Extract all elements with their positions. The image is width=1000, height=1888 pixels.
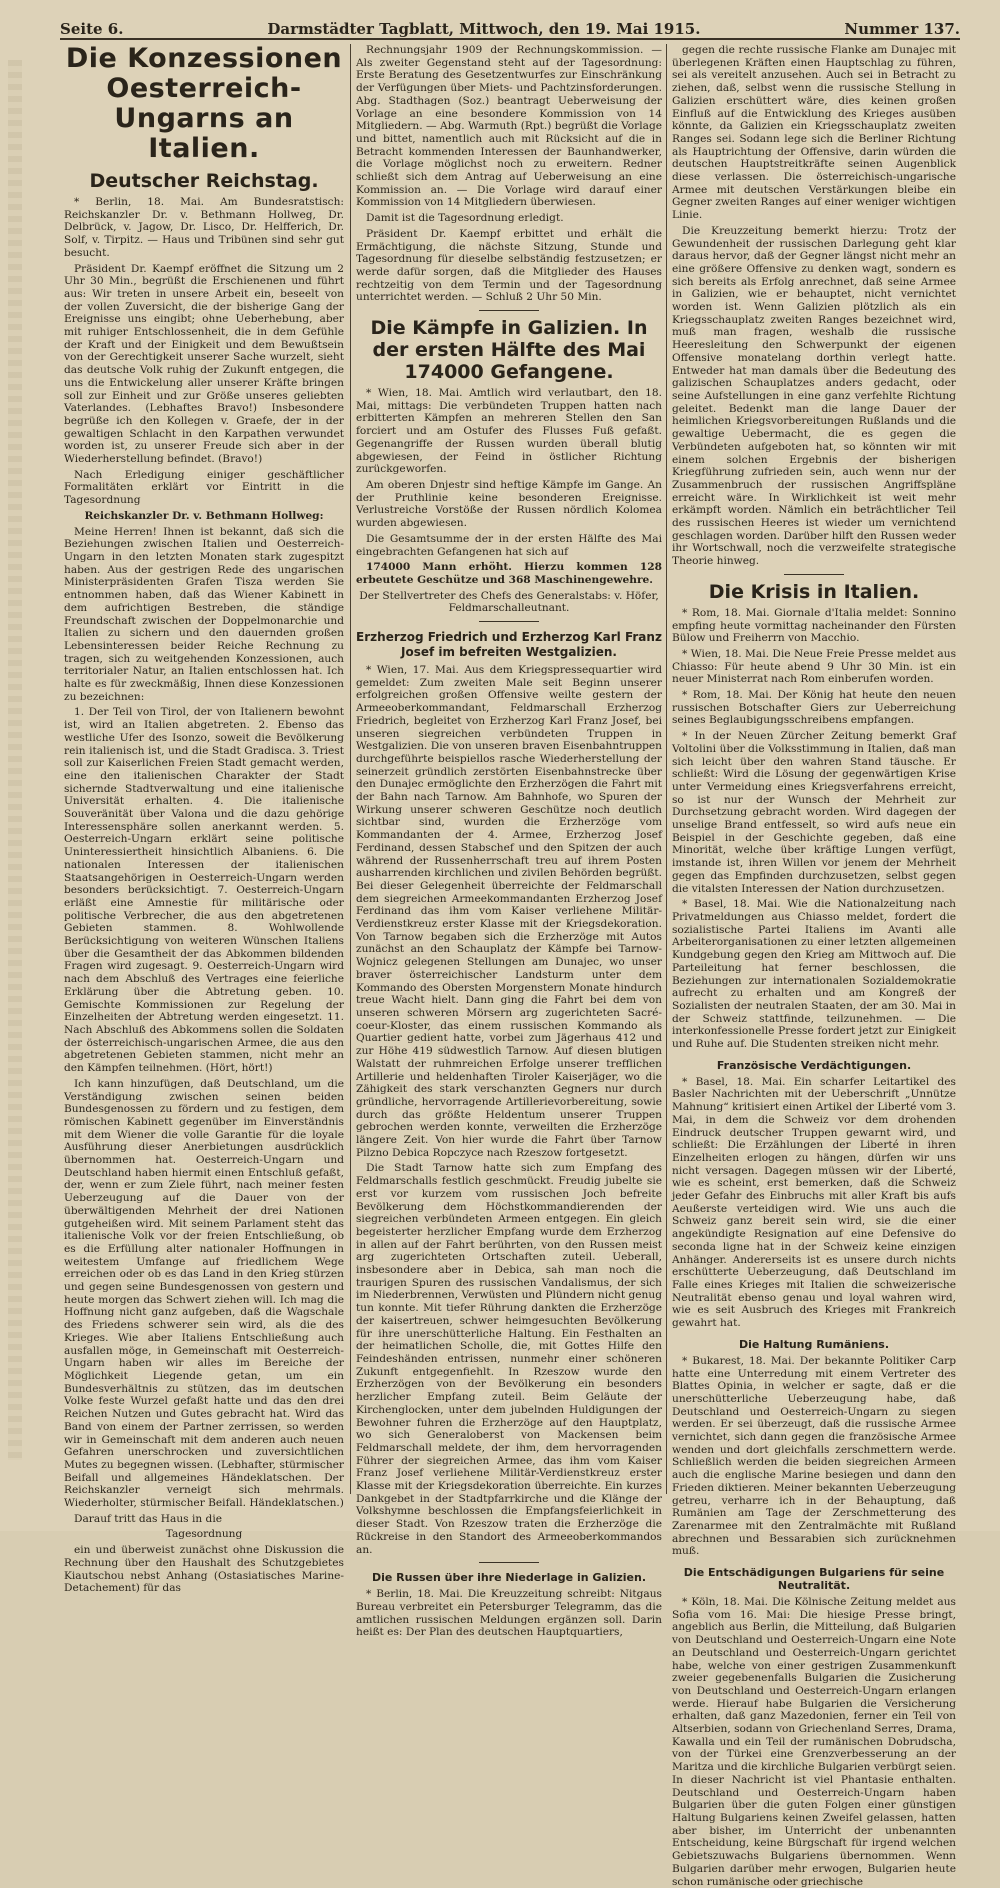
- article-paragraph: Präsident Dr. Kaempf eröffnet die Sitzung um 2 Uhr 30 Min., begrüßt die Erschienenen und führt aus: Wir treten in unsere Arbeit ein, beseelt von der vollen Zuversicht, die der bisherige Gang der Ereignisse uns eingibt; ohne Ueberhebung, aber mit ruhiger Entschlossenheit, die in dem Gefühle der Kraft und der Einigkeit und dem Bewußtsein von der Gerechtigkeit unserer Sache wurzelt, sieht das deutsche Volk ruhig der Zukunft entgegen, die uns die Entwickelung aller unserer Kräfte bringen soll zur Einheit und zur Größe unseres geliebten Vaterlandes. (Lebhaftes Bravo!) Insbesondere begrüße ich den Kollegen v. Graefe, der in der gewaltigen Schlacht in den Karpathen verwundet worden ist, zu unserer Freude sich aber in der Wiederherstellung befindet. (Bravo!): [64, 262, 344, 466]
- column-3: [672, 44, 956, 1888]
- article-paragraph: Nach Erledigung einiger geschäftlicher Formalitäten erklärt vor Eintritt in die Tagesordnung: [64, 468, 344, 507]
- separator: [479, 621, 539, 622]
- page-edge-shadow: [8, 60, 22, 1460]
- article-paragraph: 1. Der Teil von Tirol, der von Italienern bewohnt ist, wird an Italien abgetreten. 2. Ebenso das westliche Ufer des Isonzo, soweit die Bevölkerung rein italienisch ist, und die Stadt Gradisca. 3. Triest soll zur Kaiserlichen Freien Stadt gemacht werden, eine den italienischen Charakter der Stadt sichernde Stadtverwaltung und eine italienische Universität erhalten. 4. Die italienische Souveränität über Valona und die dazu gehörige Interessensphäre sollen anerkannt werden. 5. Oesterreich-Ungarn erklärt seine politische Uninteressiertheit hinsichtlich Albaniens. 6. Die nationalen Interessen der italienischen Staatsangehörigen in Oesterreich-Ungarn werden besonders berücksichtigt. 7. Oesterreich-Ungarn erläßt eine Amnestie für militärische oder politische Verbrecher, die aus den abgetretenen Gebieten stammen. 8. Wohlwollende Berücksichtigung von weiteren Wünschen Italiens über die Gesamtheit der das Abkommen bildenden Fragen wird zugesagt. 9. Oesterreich-Ungarn wird nach dem Abschluß des Vertrages eine feierliche Erklärung über die Abtretung geben. 10. Gemischte Kommissionen zur Regelung der Einzelheiten der Abtretung werden eingesetzt. 11. Nach Abschluß des Abkommens sollen die Soldaten der österreichisch-ungarischen Armee, die aus den abgetretenen Gebieten stammen, nicht mehr an den Kämpfen teilnehmen. (Hört, hört!): [64, 706, 344, 1075]
- column-rule-1: [350, 44, 351, 1494]
- page-number: Seite 6.: [60, 20, 124, 38]
- subhead-franzoesische: Französische Verdächtigungen.: [716, 1058, 912, 1072]
- article-paragraph: ein und überweist zunächst ohne Diskussion die Rechnung über den Haushalt des Schutzgebietes Kiautschou nebst Anhang (Ostasiatisches Marine-Detachement) für das: [64, 1544, 344, 1595]
- article-paragraph: * Basel, 18. Mai. Wie die Nationalzeitung nach Privatmeldungen aus Chiasso meldet, fordert die sozialistische Partei Italiens im Avanti alle Arbeiterorganisationen zu einer letzten allgemeinen Kundgebung gegen den Krieg am Mittwoch auf. Die Parteileitung hat ferner beschlossen, die Beziehungen zur internationalen Sozialdemokratie aufrecht zu erhalten und am Kongreß der Sozialisten der neutralen Staaten, der am 30. Mai in der Schweiz stattfinde, teilzunehmen. — Die interkonfessionelle Presse fordert jetzt zur Einigkeit und Ruhe auf. Die Studenten streiken nicht mehr.: [672, 898, 956, 1051]
- page-header: [60, 12, 960, 40]
- article-paragraph: * Berlin, 18. Mai. Die Kreuzzeitung schreibt: Nitgaus Bureau verbreitet ein Petersburger Telegramm, das die amtlichen russischen Meldungen ergänzen soll. Darin heißt es: Der Plan des deutschen Hauptquartiers,: [356, 1588, 662, 1639]
- article-paragraph: * Köln, 18. Mai. Die Kölnische Zeitung meldet aus Sofia vom 16. Mai: Die hiesige Presse bringt, angeblich aus Berlin, die Mitteilung, daß Bulgarien von Deutschland und Oesterreich-Ungarn eine Note an Deutschland und Oesterreich-Ungarn gerichtet habe, welche von einer gestrigen Zusammenkunft zweier gegebenenfalls Bulgarien die Zusicherung von Deutschland und Oesterreich-Ungarn erlangen werde. Hierauf habe Bulgarien die Versicherung erhalten, daß ganz Mazedonien, ferner ein Teil von Altserbien, sodann von Griechenland Serres, Drama, Kawalla und ein Teil der rumänischen Dobrudscha, von der Türkei eine Grenzverbesserung an der Maritza und die kirchliche Bulgarien verbürgt seien. In dieser Nachricht ist viel Phantasie enthalten. Deutschland und Oesterreich-Ungarn haben Bulgarien über die guten Folgen einer günstigen Haltung Bulgariens keinen Zweifel gelassen, hatten aber bisher, im Unterricht der unbenannten Entscheidung, keine Bürgschaft für irgend welchen Gebietszuwachs Bulgariens übernommen. Wenn Bulgarien darüber mehr erwogen, Bulgarien heute schon rumänische oder griechische: [672, 1596, 956, 1888]
- article-paragraph: * Basel, 18. Mai. Ein scharfer Leitartikel des Basler Nachrichten mit der Ueberschrift „Unnütze Mahnung“ kritisiert einen Artikel der Liberté vom 3. Mai, in dem die Schweiz vor dem drohenden Eindruck deutscher Truppen gewarnt wird, und schließt: Die Erzählungen der Liberté in ihren Einzelheiten erlogen zu hängen, dürfen wir uns nicht versagen. Dagegen müssen wir der Liberté, wie es scheint, erst bemerken, daß die Schweiz jeder Gefahr des Einbruchs mit aller Kraft bis aufs Aeußerste verteidigen wird. Wie uns auch die Schweiz ganz bereit sein wird, sie die einer angekündigte Resignation auf eine Defensive do seconda ligne hat in der Schweiz keine einzigen Anhänger. Andererseits ist es unsere durch nichts erschütterte Ueberzeugung, daß Deutschland im Falle eines Krieges mit Italien die schweizerische Neutralität ebenso genau und loyal wahren wird, wie es seit Ausbruch des Krieges mit Frankreich gewahrt hat.: [672, 1075, 956, 1330]
- article-paragraph: Die Kreuzzeitung bemerkt hierzu: Trotz der Gewundenheit der russischen Darlegung geht klar daraus hervor, daß der Gegner längst nicht mehr an eine größere Offensive zu denken wagt, sondern es sich bereits als Erfolg anrechnet, daß seine Armee in Galizien, wie er behauptet, nicht vernichtet worden ist. Wenn Galizien plötzlich als ein Kriegsschauplatz zweiten Ranges bezeichnet wird, muß man fragen, weshalb die russische Heeresleitung den Schwerpunkt der eigenen Offensive monatelang dorthin verlegt hatte. Entweder hat man damals über die Bedeutung des galizischen Schauplatzes anders gedacht, oder seine Aufstellungen in eine ganz verfehlte Richtung geleitet. Bedenkt man die lange Dauer der heimlichen Kriegsvorbereitungen Rußlands und die gewaltige Uebermacht, die es gegen die Verbündeten aufgeboten hat, so könnten wir mit einem solchen Ergebnis der bisherigen Kriegführung zufrieden sein, auch wenn nur der Zusammenbruch der russischen Angriffspläne erreicht wäre. In Wirklichkeit ist weit mehr erkämpft worden. Nämlich ein beträchtlicher Teil des russischen Heeres ist wieder um vernichtend geschlagen worden. Darüber hilft den Russen weder ihr Wortschwall, noch die verzweifelte strategische Theorie hinweg.: [672, 224, 956, 568]
- subhead-rumaenien: Die Haltung Rumäniens.: [738, 1337, 890, 1351]
- signature-line: Der Stellvertreter des Chefs des Generalstabs: v. Höfer, Feldmarschalleutnant.: [359, 589, 659, 615]
- article-paragraph: * In der Neuen Zürcher Zeitung bemerkt Graf Voltolini über die Volksstimmung in Italien, daß man sich leicht über den wahren Stand täusche. Er schließt: Wird die Lösung der gegenwärtigen Krise unter Vermeidung eines Kriegsverfahrens erreicht, so ist nur der Wunsch der Mehrheit zur Durchsetzung gebracht worden. Wird dagegen der unselige Brand entfesselt, so wird aufs neue ein Beispiel in der Geschichte gegeben, daß eine Minorität, welche über kräftige Lungen verfügt, imstande ist, ihren Willen vor jenem der Mehrheit gegen das Empfinden durchzusetzen, selbst gegen die vitalsten Interessen der Nation durchzusetzen.: [672, 730, 956, 895]
- article-paragraph: * Berlin, 18. Mai. Am Bundesratstisch: Reichskanzler Dr. v. Bethmann Hollweg, Dr. Delbrück, v. Jagow, Dr. Lisco, Dr. Helfferich, Dr. Solf, v. Tirpitz. — Haus und Tribünen sind sehr gut besucht.: [64, 196, 344, 259]
- headline-krisis-italien: Die Krisis in Italien.: [708, 580, 920, 603]
- issue-number: Nummer 137.: [844, 20, 960, 38]
- article-paragraph: * Wien, 18. Mai. Amtlich wird verlautbart, den 18. Mai, mittags: Die verbündeten Truppen hatten nach erbitterten Kämpfen an mehreren Stellen den San forciert und am Ostufer des Flusses Fuß gefaßt. Gegenangriffe der Russen wurden überall blutig abgewiesen, der Feind in östlicher Richtung zurückgeworfen.: [356, 387, 662, 476]
- article-paragraph: Präsident Dr. Kaempf erbittet und erhält die Ermächtigung, die nächste Sitzung, Stunde und Tagesordnung für dieselbe selbständig festzusetzen; er werde dafür sorgen, daß die Mitglieder des Hauses rechtzeitig von dem Termin und der Tagesordnung unterrichtet werden. — Schluß 2 Uhr 50 Min.: [356, 227, 662, 304]
- article-paragraph: Darauf tritt das Haus in die: [74, 1512, 222, 1525]
- headline-kaempfe-galizien: Die Kämpfe in Galizien. In der ersten Hälfte des Mai 174000 Gefangene.: [370, 317, 648, 384]
- article-paragraph: Die Gesamtsumme der in der ersten Hälfte des Mai eingebrachten Gefangenen hat sich auf: [356, 532, 662, 558]
- newspaper-title-date: Darmstädter Tagblatt, Mittwoch, den 19. Mai 1915.: [267, 20, 701, 38]
- article-paragraph: * Wien, 17. Mai. Aus dem Kriegspressequartier wird gemeldet: Zum zweiten Male seit Beginn unserer erfolgreichen großen Offensive weilte gestern der Armeeoberkommandant, Feldmarschall Erzherzog Friedrich, begleitet von Erzherzog Karl Franz Josef, bei unseren siegreichen verbündeten Truppen in Westgalizien. Die von unseren braven Eisenbahntruppen durchgeführte beispiellos rasche Wiederherstellung der seinerzeit gründlich zerstörten Eisenbahnstrecke über den Dunajec ermöglichte den Erzherzögen die Fahrt mit der Bahn nach Tarnow. Am Bahnhofe, wo Spuren der Wirkung unserer schweren Geschütze noch deutlich sichtbar sind, wurden die Erzherzöge vom Kommandanten der 4. Armee, Erzherzog Josef Ferdinand, dessen Stabschef und den Spitzen der auch während der Russenherrschaft treu auf ihrem Posten ausharrenden kirchlichen und zivilen Behörden begrüßt. Bei dieser Gelegenheit überreichte der Feldmarschall dem siegreichen Armeekommandanten Erzherzog Josef Ferdinand das ihm vom Kaiser verliehene Militär-Verdienstkreuz erster Klasse mit der Kriegsdekoration. Von Tarnow begaben sich die Erzherzöge mit Autos zunächst an den Schauplatz der Kämpfe bei Tarnow-Wojnicz gelegenen Stellungen am Dunajec, wo unser braver österreichischer Landsturm unter dem Kommando des Obersten Morgenstern Monate hindurch treue Wacht hielt. Dann ging die Fahrt bei dem von unseren schweren Mörsern arg zugerichteten Sacré-coeur-Kloster, das einem russischen Kommando als Quartier gedient hatte, vorbei zum Jägerhaus 412 und zur Höhe 419 südwestlich Tarnow. Auf diesen blutigen Walstatt der ruhmreichen Erfolge unserer trefflichen Artillerie und heldenhaften Tiroler Kaiserjäger, wo die Zähigkeit des stark verschanzten Gegners nur durch gründliche, hervorragende Artillerievorbereitung, sowie durch das größte Heldentum unserer Truppen gebrochen werden konnte, verweilten die Erzherzöge längere Zeit. Von hier wurde die Fahrt über Tarnow Pilzno Debica Ropczyce nach Rzeszow fortgesetzt.: [356, 664, 662, 1159]
- article-paragraph: Meine Herren! Ihnen ist bekannt, daß sich die Beziehungen zwischen Italien und Oesterreich-Ungarn in den letzten Monaten stark zugespitzt haben. Aus der gestrigen Rede des ungarischen Ministerpräsidenten Grafen Tisza werden Sie entnommen haben, daß das Wiener Kabinett in dem aufrichtigen Bestreben, die ständige Freundschaft zwischen der Doppelmonarchie und Italien zu sichern und den dauernden großen Lebensinteressen beider Reiche Rechnung zu tragen, sich zu weitgehenden Konzessionen, auch territorialer Natur, an Italien entschlossen hat. Ich halte es für zweckmäßig, Ihnen diese Konzessionen zu bezeichnen:: [64, 525, 344, 703]
- article-paragraph: * Wien, 18. Mai. Die Neue Freie Presse meldet aus Chiasso: Für heute abend 9 Uhr 30 Min. ist ein neuer Ministerrat nach Rom einberufen worden.: [672, 647, 956, 686]
- subhead-reichstag: Deutscher Reichstag.: [89, 170, 319, 192]
- article-paragraph: Ich kann hinzufügen, daß Deutschland, um die Verständigung zwischen seinen beiden Bundesgenossen zu fördern und zu festigen, dem römischen Kabinett gegenüber im Einverständnis mit dem Wiener die volle Garantie für die loyale Ausführung dieser Anerbietungen ausdrücklich übernommen hat. Oesterreich-Ungarn und Deutschland haben hiermit einen Entschluß gefaßt, der, wenn er zum Ziele führt, nach meiner festen Ueberzeugung auf die Dauer von der überwältigenden Mehrheit der drei Nationen gutgeheißen wird. Mit seinem Parlament steht das italienische Volk vor der freien Entschließung, ob es die Erfüllung alter nationaler Hoffnungen in weitestem Umfange auf friedlichem Wege erreichen oder ob es das Land in den Krieg stürzen und gegen seine Bundesgenossen von gestern und heute morgen das Schwert ziehen will. Ich mag die Hoffnung nicht ganz aufgeben, daß die Wagschale des Friedens schwerer sein wird, als die des Krieges. Wie aber Italiens Entschließung auch ausfallen möge, in Gemeinschaft mit Oesterreich-Ungarn haben wir alles im Bereiche der Möglichkeit Liegende getan, um ein Bundesverhältnis zu stützen, das im deutschen Volke feste Wurzel gefaßt hatte und das den drei Reichen Nutzen und Gutes gebracht hat. Wird das Band von einem der Partner zerrissen, so werden wir in Gemeinschaft mit dem anderen auch neuen Gefahren unerschrocken und zuversichtlichen Mutes zu begegnen wissen. (Lebhafter, stürmischer Beifall und allgemeines Händeklatschen. Der Reichskanzler verneigt sich mehrmals. Wiederholter, stürmischer Beifall. Händeklatschen.): [64, 1077, 344, 1510]
- article-paragraph: * Bukarest, 18. Mai. Der bekannte Politiker Carp hatte eine Unterredung mit einem Vertreter des Blattes Opinia, in welcher er sagte, daß er die unerschütterliche Ueberzeugung habe, daß Deutschland und Oesterreich-Ungarn zu siegen werden. Er sei überzeugt, daß die russische Armee vernichtet, sich dann gegen die französische Armee wenden und dort gleichfalls zerschmettern werde. Schließlich werden die beiden siegreichen Armeen auch die englische Marine besiegen und dann den Frieden diktieren. Meiner bekannten Ueberzeugung getreu, verharre ich in der Behauptung, daß Rumänien am Tage der Zerschmetterung des Zarenarmee mit den Zentralmächte mit Rußland abrechnen und Bessarabien sich zurücknehmen muß.: [672, 1354, 956, 1558]
- prisoners-count: 174000 Mann erhöht. Hierzu kommen 128 erbeutete Geschütze und 368 Maschinengewehre.: [356, 561, 662, 586]
- separator: [479, 310, 539, 311]
- column-1: [64, 43, 344, 1595]
- column-2: [356, 44, 662, 1639]
- article-paragraph: Die Stadt Tarnow hatte sich zum Empfang des Feldmarschalls festlich geschmückt. Freudig jubelte sie erst vor kurzem vom russischen Joch befreite Bevölkerung dem Höchstkommandierenden der siegreichen verbündeten Armeen entgegen. Ein gleich begeisterter herzlicher Empfang wurde dem Erzherzog in allen auf der Fahrt berührten, von den Russen meist arg zugerichteten Ortschaften zuteil. Ueberall, insbesondere aber in Debica, sah man noch die traurigen Spuren des russischen Vandalismus, der sich im Niederbrennen, Verwüsten und Plündern nicht genug tun konnte. Mit tiefer Rührung dankten die Erzherzöge der kaisertreuen, schwer heimgesuchten Bevölkerung für ihre unerschütterliche Haltung. Ein Festhalten an der heimatlichen Scholle, die, mit Gottes Hilfe den Feindeshänden entrissen, nunmehr einer schöneren Zukunft entgegenfiehlt. In Rzeszow wurde den Erzherzögen von der Bevölkerung ein besonders herzlicher Empfang zuteil. Beim Geläute der Kirchenglocken, unter dem jubelnden Huldigungen der Bewohner fuhren die Erzherzöge auf den Hauptplatz, wo sich Generaloberst von Mackensen beim Feldmarschall meldete, der ihm, dem hervorragenden Führer der siegreichen Armee, das ihm vom Kaiser Franz Josef verliehene Militär-Verdienstkreuz erster Klasse mit der Kriegsdekoration überreichte. Ein kurzes Dankgebet in der Stadtpfarrkirche und die Klänge der Volkshymne beschlossen die Empfangsfeierlichkeit in dieser Stadt. Von Rzeszow traten die Erzherzöge die Rückreise in den Standort des Armeeoberkommandos an.: [356, 1162, 662, 1556]
- column-rule-2: [666, 44, 667, 1494]
- speaker-line: Reichskanzler Dr. v. Bethmann Hollweg:: [84, 509, 324, 522]
- separator: [784, 574, 844, 575]
- article-paragraph: * Rom, 18. Mai. Der König hat heute den neuen russischen Botschafter Giers zur Ueberreichung seines Beglaubigungsschreibens empfangen.: [672, 689, 956, 727]
- subhead-erzherzog: Erzherzog Friedrich und Erzherzog Karl Franz Josef im befreiten Westgalizien.: [356, 630, 662, 660]
- article-paragraph: Am oberen Dnjestr sind heftige Kämpfe im Gange. An der Pruthlinie keine besonderen Ereignisse. Verlustreiche Vorstöße der Russen nördlich Kolomea wurden abgewiesen.: [356, 478, 662, 530]
- article-paragraph: Damit ist die Tagesordnung erledigt.: [366, 212, 564, 225]
- article-paragraph: gegen die rechte russische Flanke am Dunajec mit überlegenen Kräften einen Hauptschlag zu führen, sei als vereitelt anzusehen. Auch sei in Betracht zu ziehen, daß, selbst wenn die russische Stellung in Galizien erschüttert wäre, dies keinen großen Einfluß auf die Entwicklung des Krieges ausüben könnte, da Galizien ein Kriegsschauplatz zweiten Ranges sei. Sodann lege sich die Berliner Richtung als Hauptrichtung der Offensive, darin würden die deutschen Hauptstreitkräfte seinen Augenblick diese verlassen. Die österreichisch-ungarische Armee mit deutschen Verstärkungen bleibe ein Gegner zweiten Ranges auf einer weniger wichtigen Linie.: [672, 44, 956, 222]
- agenda-heading: Tagesordnung: [165, 1528, 243, 1541]
- article-paragraph: Rechnungsjahr 1909 der Rechnungskommission. — Als zweiter Gegenstand steht auf der Tagesordnung: Erste Beratung des Gesetzentwurfes zur Einschränkung der Verfügungen über Miets- und Pachtzinsforderungen. Abg. Stadthagen (Soz.) beantragt Ueberweisung der Vorlage an eine besondere Kommission von 14 Mitgliedern. — Abg. Warmuth (Rpt.) begrüßt die Vorlage und bittet, namentlich auch mit Rücksicht auf die in Betracht kommenden Interessen der Baunhandwerker, die Vorlage möglichst noch zu erweitern. Redner schließt sich dem Antrag auf Ueberweisung an eine Kommission an. — Die Vorlage wird darauf einer Kommission von 14 Mitgliedern überwiesen.: [356, 44, 662, 209]
- headline-konzessionen: Die Konzessionen Oesterreich-Ungarns an Italien.: [65, 43, 343, 164]
- separator: [479, 1562, 539, 1563]
- subhead-russen-niederlage: Die Russen über ihre Niederlage in Galizien.: [371, 1571, 647, 1585]
- article-paragraph: * Rom, 18. Mai. Giornale d'Italia meldet: Sonnino empfing heute vormittag nacheinander den Fürsten Bülow und Freiherrn von Macchio.: [672, 606, 956, 645]
- subhead-bulgarien: Die Entschädigungen Bulgariens für seine Neutralität.: [683, 1566, 945, 1593]
